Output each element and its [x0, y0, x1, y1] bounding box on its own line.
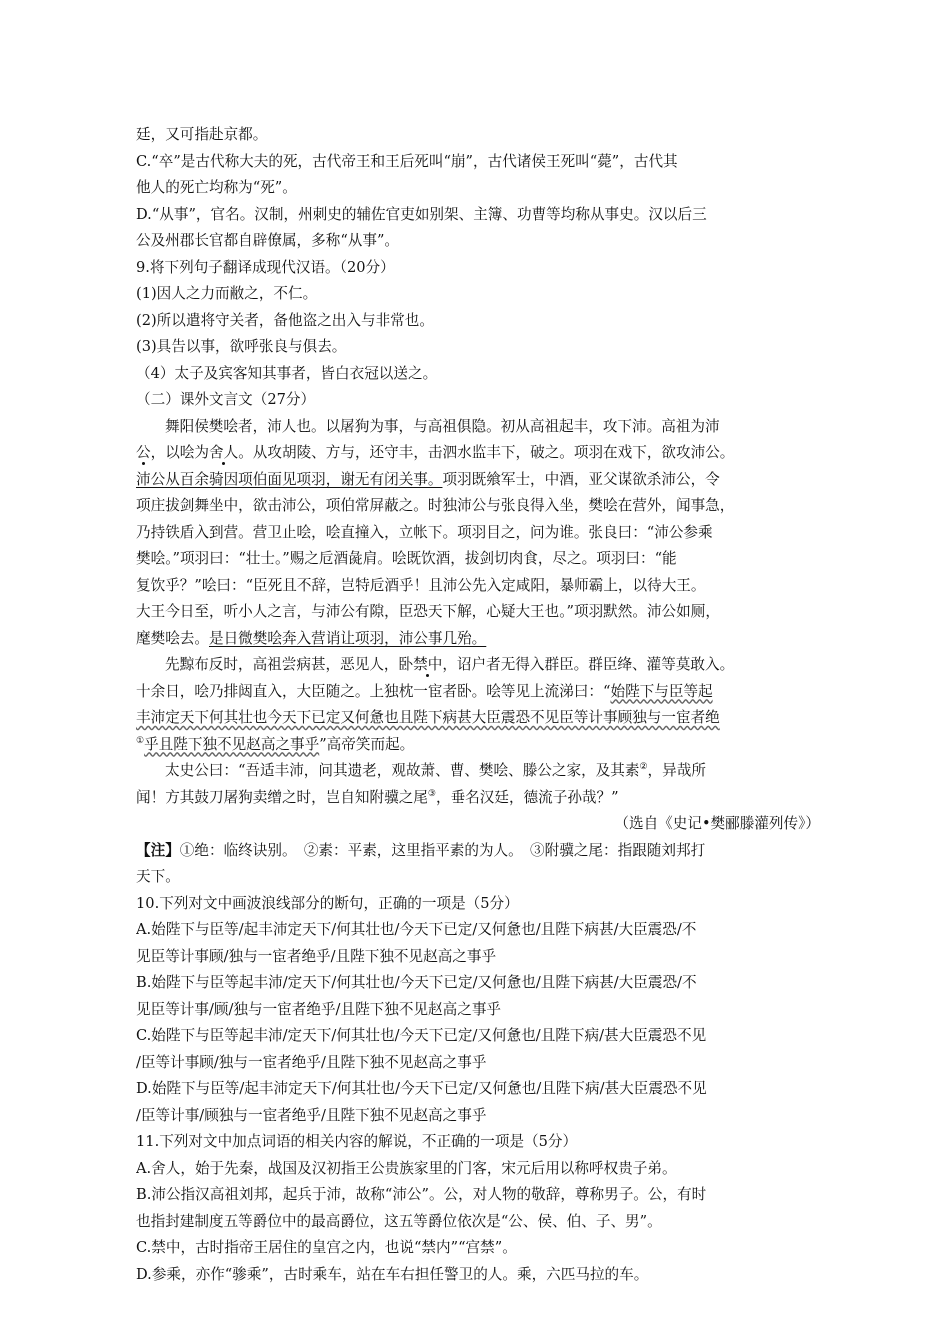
text-line: 廷，又可指赴京都。 [136, 126, 268, 143]
text-line: 他人的死亡均称为“死”。 [136, 179, 297, 196]
text-line: 公及州郡长官都自辟僚属，多称“从事”。 [136, 232, 400, 249]
question-11-option-c: C.禁中，古时指帝王居住的皇宫之内，也说“禁内”“宫禁”。 [136, 1239, 517, 1256]
section-heading: （二）课外文言文（27分） [136, 391, 316, 408]
question-10-option-d-cont: /臣等计事/顾独与一宦者绝乎/且陛下独不见赵高之事乎 [136, 1106, 487, 1124]
document-page [136, 122, 826, 1288]
dotted-word: 公 [136, 444, 151, 461]
passage-text: ，以哙为 [150, 444, 209, 461]
option-c-line: C.“卒”是古代称大夫的死，古代帝王和王后死叫“崩”，古代诸侯王死叫“薨”，古代其 [136, 152, 678, 170]
question-10-option-d: D.始陛下与臣等/起丰沛定天下/何其壮也/今天下已定/又何惫也/且陛下病/甚大臣震恐不见 [136, 1080, 707, 1097]
question-9-item-2: (2)所以遣将守关者，备他盗之出入与非常也。 [136, 311, 434, 329]
passage-text: 太史公曰：“吾适丰沛，问其遗老，观故萧、曹、樊哙、滕公之家，及其素 [165, 762, 640, 779]
passage-line [136, 705, 826, 732]
underlined-sentence: 沛公从百余骑因项伯面见项羽，谢无有闭关事。 [136, 470, 443, 488]
question-9-item-3: (3)具告以事，欲呼张良与俱去。 [136, 338, 347, 355]
notes-line: 天下。 [136, 868, 180, 885]
question-11-option-b-cont: 也指封建制度五等爵位中的最高爵位，这五等爵位依次是“公、侯、伯、子、男”。 [136, 1212, 662, 1230]
passage-line: 樊哙。”项羽曰：“壮士。”赐之卮酒彘肩。哙既饮酒，拔剑切肉食，尽之。项羽曰：“能 [136, 550, 677, 567]
wavy-underlined-text: 始陛下与臣等起 [610, 682, 713, 700]
footnote-marker: ③ [427, 788, 436, 799]
passage-text: 先黥布反时，高祖尝病甚，恶见人，卧 [165, 656, 414, 673]
passage-text: ，异哉所 [647, 762, 706, 779]
passage-line [136, 785, 826, 812]
passage-text: ，诏户者无得入群臣。群臣绛、灌等莫敢入。 [442, 656, 735, 673]
question-10-option-a: A.始陛下与臣等/起丰沛定天下/何其壮也/今天下已定/又何惫也/且陛下病甚/大臣震恐/不 [136, 921, 697, 938]
passage-text: 十余日，哙乃排闼直入，大臣随之。上独枕一宦者卧。哙等见上流涕曰：“ [136, 682, 611, 700]
dotted-word: 舍人 [209, 444, 239, 461]
passage-text: 项羽既飨军士，中酒，亚父谋欲杀沛公，令 [442, 470, 720, 488]
footnote-marker: ① [136, 735, 145, 746]
question-10-option-c: C.始陛下与臣等起丰沛/定天下/何其壮也/今天下已定/又何惫也/且陛下病/甚大臣震恐不见 [136, 1027, 707, 1044]
notes-heading: 【注】 [136, 841, 180, 859]
passage-line [136, 758, 826, 785]
question-11: 11.下列对文中加点词语的相关内容的解说，不正确的一项是（5分） [136, 1133, 578, 1150]
dotted-word: 禁中 [413, 656, 443, 673]
passage-line [136, 440, 826, 467]
notes-line [136, 838, 826, 865]
passage-text: 闻！方其鼓刀屠狗卖缯之时，岂自知附骥之尾 [136, 788, 428, 806]
question-10-option-a-cont: 见臣等计事顾/独与一宦者绝乎/且陛下独不见赵高之事乎 [136, 947, 497, 965]
question-11-option-a: A.舍人，始于先秦，战国及汉初指王公贵族家里的门客，宋元后用以称呼权贵子弟。 [136, 1159, 677, 1177]
passage-text: 麾樊哙去。 [136, 629, 209, 647]
passage-line [136, 467, 826, 494]
passage-text: ，垂名汉廷，德流子孙哉？” [435, 788, 619, 806]
wavy-underlined-text: 乎且陛下独不见赵高之事乎 [144, 735, 320, 753]
question-9: 9.将下列句子翻译成现代汉语。（20分） [136, 258, 395, 276]
source-citation: （选自《史记•樊郦滕灌列传》） [614, 815, 820, 832]
question-10-option-c-cont: /臣等计事顾/独与一宦者绝乎/且陛下独不见赵高之事乎 [136, 1053, 487, 1071]
wavy-underlined-text: 丰沛定天下何其壮也今天下已定又何惫也且陛下病甚大臣震恐不见臣等计事顾独与一宦者绝 [136, 709, 720, 726]
passage-line: 复饮乎？”哙曰：“臣死且不辞，岂特卮酒乎！且沛公先入定咸阳，暴师霸上，以待大王。 [136, 576, 706, 594]
question-10-option-b-cont: 见臣等计事/顾/独与一宦者绝乎/且陛下独不见赵高之事乎 [136, 1000, 502, 1018]
passage-line: 项庄拔剑舞坐中，欲击沛公，项伯常屏蔽之。时独沛公与张良得入坐，樊哙在营外，闻事急， [136, 497, 735, 514]
passage-text: ”高帝笑而起。 [319, 735, 415, 753]
passage-line: 舞阳侯樊哙者，沛人也。以屠狗为事，与高祖俱隐。初从高祖起丰，攻下沛。高祖为沛 [165, 417, 720, 435]
passage-line [136, 626, 826, 653]
footnote-marker: ② [639, 762, 648, 773]
underlined-sentence: 是日微樊哙奔入营诮让项羽，沛公事几殆。 [208, 629, 487, 647]
passage-line: 大王今日至，听小人之言，与沛公有隙，臣恐天下解，心疑大王也。”项羽默然。沛公如厕， [136, 603, 720, 620]
question-10-option-b: B.始陛下与臣等起丰沛/定天下/何其壮也/今天下已定/又何惫也/且陛下病甚/大臣震恐/不 [136, 974, 697, 991]
notes-text: ①绝：临终诀别。 ②素：平素，这里指平素的为人。 ③附骥之尾：指跟随刘邦打 [179, 841, 706, 859]
question-9-item-1: (1)因人之力而敝之，不仁。 [136, 285, 318, 302]
passage-line [136, 652, 826, 679]
passage-text: 。从攻胡陵、方与，还守丰，击泗水监丰下，破之。项羽在戏下，欲攻沛公。 [238, 444, 735, 461]
option-d-line: D.“从事”，官名。汉制，州刺史的辅佐官吏如别架、主簿、功曹等均称从事史。汉以后三 [136, 205, 707, 223]
question-9-item-4: （4）太子及宾客知其事者，皆白衣冠以送之。 [136, 364, 438, 382]
question-10: 10.下列对文中画波浪线部分的断句，正确的一项是（5分） [136, 894, 519, 912]
question-11-option-b: B.沛公指汉高祖刘邦，起兵于沛，故称“沛公”。公，对人物的敬辞，尊称男子。公，有时 [136, 1186, 707, 1203]
question-11-option-d: D.参乘，亦作“骖乘”，古时乘车，站在车右担任警卫的人。乘，六匹马拉的车。 [136, 1265, 649, 1283]
passage-line [136, 732, 826, 759]
passage-line [136, 679, 826, 706]
passage-line: 乃持铁盾入到营。营卫止哙，哙直撞入，立帐下。项羽目之，问为谁。张良曰：“沛公参乘 [136, 523, 713, 541]
